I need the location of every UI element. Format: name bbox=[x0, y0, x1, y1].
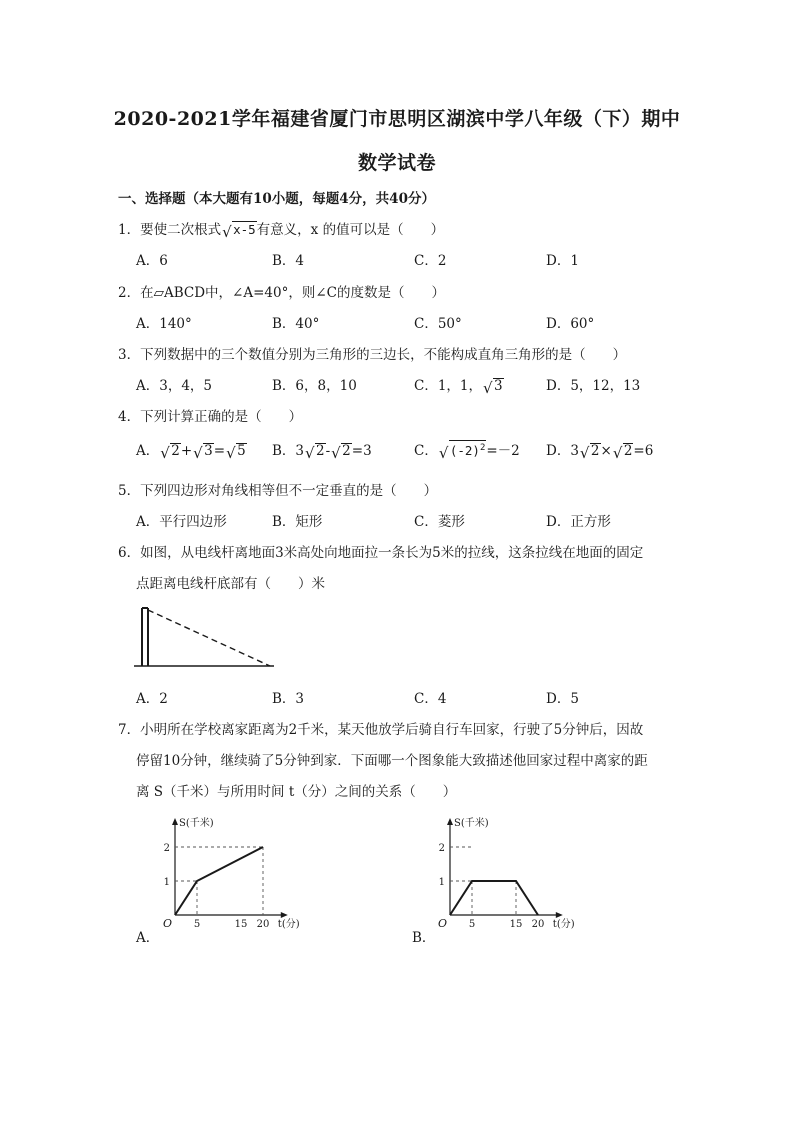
graph-b-xtick-20: 20 bbox=[531, 919, 545, 930]
q4-c-eq: =－2 bbox=[486, 443, 520, 459]
q4-d-radicand-1: 2 bbox=[590, 443, 600, 459]
graph-a-origin-label: O bbox=[163, 917, 173, 930]
q3-option-a: A．3，4，5 bbox=[136, 378, 213, 394]
graph-a-ytick-2: 2 bbox=[163, 843, 170, 854]
question-7-line3: 离 S（千米）与所用时间 t（分）之间的关系（ ） bbox=[136, 784, 457, 800]
q1-suffix: 有意义，x 的值可以是（ ） bbox=[256, 222, 445, 238]
q1-prefix: 1．要使二次根式 bbox=[118, 222, 222, 238]
graph-b-origin-label: O bbox=[438, 917, 448, 930]
graph-a-xtick-5: 5 bbox=[193, 919, 201, 930]
q4-c-prefix: C． bbox=[414, 443, 438, 459]
q4-a-radicand-1: 2 bbox=[171, 443, 180, 459]
q6-option-b: B．3 bbox=[272, 691, 305, 707]
q1-option-c: C．2 bbox=[414, 253, 447, 269]
guy-wire bbox=[148, 610, 270, 666]
graph-b-y-label: S(千米) bbox=[454, 818, 489, 829]
q5-option-c: C．菱形 bbox=[414, 514, 465, 530]
graph-a-ytick-1: 1 bbox=[163, 877, 170, 888]
q6-option-d: D．5 bbox=[546, 691, 579, 707]
graph-a-y-arrow bbox=[172, 818, 178, 825]
graph-b-x-arrow bbox=[556, 912, 563, 918]
q4-d-op: × bbox=[600, 443, 612, 459]
q3-option-c-radicand: 3 bbox=[494, 378, 503, 394]
exam-title-line1: 2020-2021学年福建省厦门市思明区湖滨中学八年级（下）期中 bbox=[113, 108, 681, 130]
graph-b-y-arrow bbox=[447, 818, 453, 825]
question-4: 4．下列计算正确的是（ ） bbox=[118, 409, 303, 425]
q4-b-radical-1: √ 2 bbox=[305, 443, 325, 462]
q4-d-eq: =6 bbox=[633, 443, 654, 459]
graph-b bbox=[430, 810, 590, 940]
q4-b-radicand-2: 2 bbox=[342, 443, 351, 459]
q4-a-radicand-2: 3 bbox=[204, 443, 213, 459]
graph-b-ytick-2: 2 bbox=[438, 843, 445, 854]
q6-option-a: A．2 bbox=[136, 691, 168, 707]
graph-a-xtick-20: 20 bbox=[256, 919, 270, 930]
q4-c-radical: √ $(-2)^2$ bbox=[439, 440, 487, 459]
q1-radical: √ x-5 bbox=[222, 222, 256, 241]
q4-a-op: + bbox=[180, 443, 193, 459]
graph-b-ytick-1: 1 bbox=[438, 877, 445, 888]
question-7-line1: 7．小明所在学校离家距离为2千米，某天他放学后骑自行车回家，行驶了5分钟后，因故 bbox=[118, 722, 644, 738]
q4-option-c bbox=[414, 439, 520, 462]
q4-c-exponent: 2 bbox=[479, 442, 486, 453]
q4-b-radical-2: √ 2 bbox=[331, 443, 351, 462]
question-1 bbox=[118, 218, 445, 241]
q1-radicand: x-5 bbox=[233, 222, 256, 237]
graph-a-xtick-15: 15 bbox=[234, 919, 248, 930]
q4-d-radical-2: √ 2 bbox=[612, 443, 633, 462]
graph-b-series-line bbox=[450, 881, 538, 915]
q1-option-b: B．4 bbox=[272, 253, 305, 269]
q3-option-c bbox=[414, 374, 504, 397]
q3-option-d: D．5，12，13 bbox=[546, 378, 641, 394]
q4-b-prefix: B．3 bbox=[272, 443, 305, 459]
graph-b-label: B． bbox=[412, 930, 436, 946]
q4-c-radicand: (-2) bbox=[449, 443, 480, 458]
q2-option-c: C．50° bbox=[414, 316, 462, 332]
question-6-line1: 6．如图，从电线杆离地面3米高处向地面拉一条长为5米的拉线，这条拉线在地面的固定 bbox=[118, 545, 644, 561]
q4-a-prefix: A． bbox=[136, 443, 160, 459]
q3-option-c-text: C．1，1， bbox=[414, 378, 483, 394]
section-heading: 一、选择题（本大题有10小题，每题4分，共40分） bbox=[118, 191, 435, 207]
q4-b-radicand-1: 2 bbox=[316, 443, 325, 459]
q6-option-c: C．4 bbox=[414, 691, 447, 707]
exam-title-line2: 数学试卷 bbox=[357, 152, 436, 174]
q4-d-prefix: D．3 bbox=[546, 443, 579, 459]
q3-option-c-radical: √ 3 bbox=[483, 378, 503, 397]
q4-option-d bbox=[546, 439, 654, 462]
q2-option-d: D．60° bbox=[546, 316, 595, 332]
graph-a-x-label: t(分) bbox=[277, 919, 300, 930]
graph-b-x-label: t(分) bbox=[552, 919, 575, 930]
graph-a-label: A． bbox=[136, 930, 160, 946]
question-6-line2: 点距离电线杆底部有（ ）米 bbox=[136, 576, 325, 592]
graph-a bbox=[155, 810, 315, 940]
q2-option-a: A．140° bbox=[136, 316, 192, 332]
question-7-line2: 停留10分钟，继续骑了5分钟到家．下面哪一个图象能大致描述他回家过程中离家的距 bbox=[136, 753, 648, 769]
graph-a-x-arrow bbox=[281, 912, 288, 918]
graph-b-xtick-15: 15 bbox=[509, 919, 523, 930]
question-2: 2．在▱ABCD中，∠A=40°，则∠C的度数是（ ） bbox=[118, 285, 445, 301]
q4-d-radical-1: √ 2 bbox=[579, 443, 600, 462]
q4-b-op: - bbox=[325, 443, 331, 459]
q4-a-radical-3: √ 5 bbox=[226, 443, 246, 462]
q1-option-d: D．1 bbox=[546, 253, 579, 269]
q4-a-radical-1: √ 2 bbox=[160, 443, 180, 462]
q5-option-d: D．正方形 bbox=[546, 514, 611, 530]
question-3: 3．下列数据中的三个数值分别为三角形的三边长，不能构成直角三角形的是（ ） bbox=[118, 347, 627, 363]
q4-a-eq: = bbox=[213, 443, 226, 459]
q4-a-radicand-3: 5 bbox=[237, 443, 246, 459]
q2-option-b: B．40° bbox=[272, 316, 320, 332]
q5-option-a: A．平行四边形 bbox=[136, 514, 227, 530]
q4-b-eq: =3 bbox=[351, 443, 372, 459]
q4-option-b bbox=[272, 439, 372, 462]
q4-d-radicand-2: 2 bbox=[623, 443, 633, 459]
q4-a-radical-2: √ 3 bbox=[193, 443, 213, 462]
question-5: 5．下列四边形对角线相等但不一定垂直的是（ ） bbox=[118, 483, 438, 499]
pole-figure bbox=[130, 600, 290, 672]
q1-option-a: A．6 bbox=[136, 253, 168, 269]
q5-option-b: B．矩形 bbox=[272, 514, 323, 530]
q4-option-a bbox=[136, 439, 247, 462]
graph-b-xtick-5: 5 bbox=[468, 919, 476, 930]
q3-option-b: B．6，8，10 bbox=[272, 378, 357, 394]
q4-c-radicand-wrap bbox=[449, 440, 487, 458]
graph-a-y-label: S(千米) bbox=[179, 818, 214, 829]
